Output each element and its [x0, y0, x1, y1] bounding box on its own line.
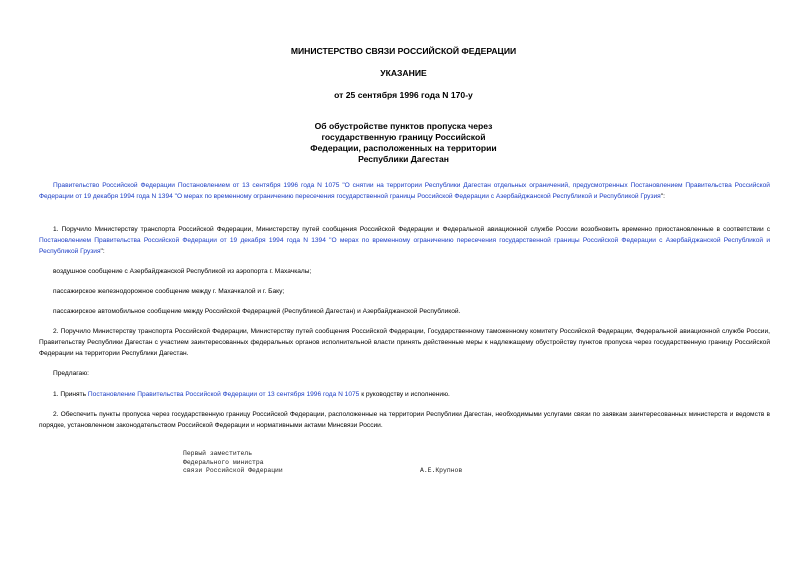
signatory-name: А.Е.Крупнов [420, 467, 463, 474]
ministry-heading: МИНИСТЕРСТВО СВЯЗИ РОССИЙСКОЙ ФЕДЕРАЦИИ [290, 46, 517, 56]
link-resolution-1394[interactable]: Постановлением Правительства Российской Федерации от 19 декабря 1994 года N 1394 "О мерах по временному ограничению пересечения государственной границы Российской Федерации с Азербайджанской Республикой и Республикой Грузия [39, 237, 770, 256]
date-number-heading: от 25 сентября 1996 года N 170-у [334, 90, 473, 100]
proposal-1 [39, 389, 770, 400]
proposal-1-start: 1. Принять [53, 391, 88, 398]
doc-type-heading: УКАЗАНИЕ [380, 68, 427, 78]
title-line: государственную границу Российской [321, 132, 486, 142]
paragraph-intro [39, 180, 770, 202]
paragraph-intro-tail: ": [660, 193, 665, 201]
list-item-road: пассажирское автомобильное сообщение между Российской Федерацией (Республикой Дагестан) и Азербайджанской Республикой. [53, 308, 461, 315]
proposal-2: 2. Обеспечить пункты пропуска через государственную границу Российской Федерации, расположенные на территории Республики Дагестан, необходимыми услугами связи по заявкам заинтересованных министерств и ведомств в порядке, установленном законодательством Российской Федерации и нормативными актами Минсвязи России. [39, 411, 770, 430]
signature-title-line: Федерального министра [183, 458, 264, 466]
paragraph-1 [39, 224, 770, 258]
list-item-air: воздушное сообщение с Азербайджанской Республикой из аэропорта г. Махачкалы; [53, 268, 312, 275]
link-resolution-1075[interactable]: Постановление Правительства Российской Федерации от 13 сентября 1996 года N 1075 [87, 391, 360, 398]
paragraph-1-start: 1. Поручило Министерству транспорта Российской Федерации, Министерству путей сообщения Российской Федерации и Федеральной авиационной службе России возобновить временно приостановленные в соответствии с [53, 226, 770, 233]
document-title [0, 121, 807, 165]
signature-title-line: Первый заместитель [183, 450, 253, 457]
title-line: Республики Дагестан [358, 154, 449, 164]
propose-label: Предлагаю: [53, 370, 89, 377]
signature-block [183, 450, 283, 476]
paragraph-2: 2. Поручило Министерству транспорта Российской Федерации, Министерству путей сообщения Российской Федерации, Государственному таможенному комитету Российской Федерации, Федеральной авиационной службе России, Правительству Республики Дагестан с участием заинтересованных федеральных органов исполнительной власти принять действенные меры к надлежащему обустройству пунктов пропуска через государственную границу Российской Федерации на территории Республики Дагестан. [39, 328, 770, 358]
list-item-rail: пассажирское железнодорожное сообщение между г. Махачкалой и г. Баку; [53, 288, 285, 295]
title-line: Об обустройстве пунктов пропуска через [314, 121, 493, 131]
signature-title-line: связи Российской Федерации [183, 467, 283, 475]
paragraph-1-tail: ": [100, 248, 105, 256]
proposal-1-tail: к руководству и исполнению. [359, 391, 450, 398]
title-line: Федерации, расположенных на территории [310, 143, 497, 153]
link-resolution-1075-preamble[interactable]: Правительство Российской Федерации Постановлением от 13 сентября 1996 года N 1075 "О снятии на территории Республики Дагестан отдельных ограничений, предусмотренных Постановлением Правительства Российской Федерации от 19 декабря 1994 года N 1394 "О мерах по временному ограничению пересечения государственной границы Российской Федерации с Азербайджанской Республикой и Республикой Грузия [39, 182, 770, 201]
